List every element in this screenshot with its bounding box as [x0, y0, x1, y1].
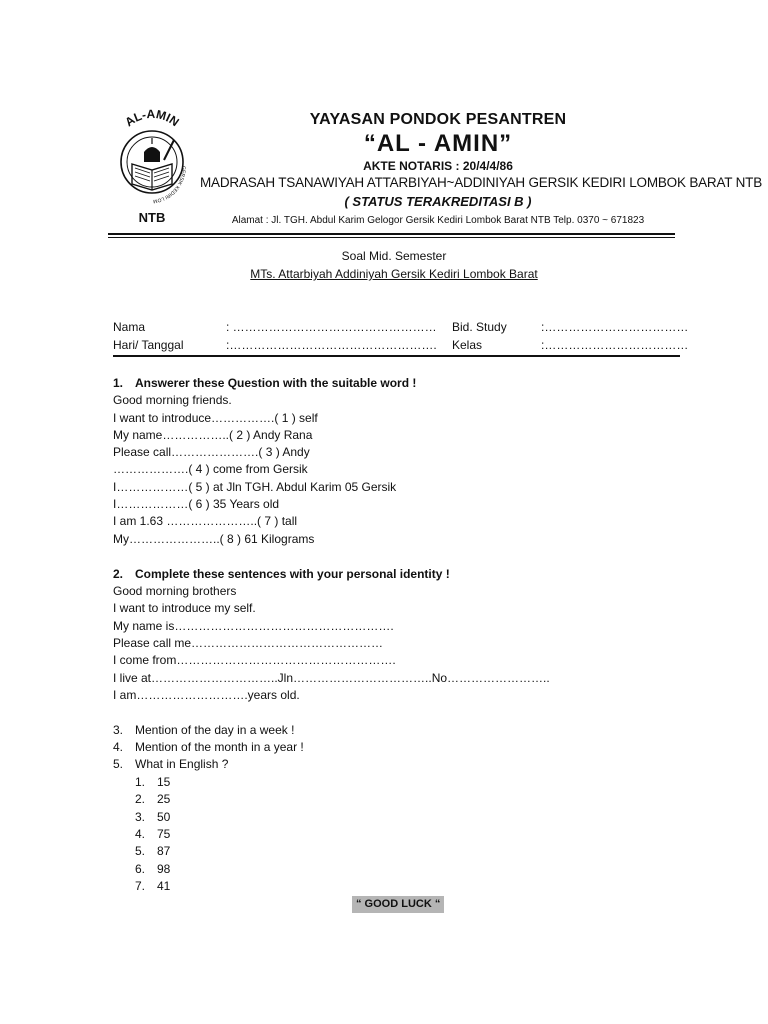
name-field: : ……………………………………………	[226, 320, 437, 334]
question-1-instruction: 1. Answerer these Question with the suitable word !	[113, 376, 417, 390]
q1-line: I am 1.63 …………………..( 7 ) tall	[113, 514, 298, 528]
q2-line: Please call me…………………………………………	[113, 636, 384, 650]
header-divider	[108, 233, 675, 235]
question-3: 3. Mention of the day in a week !	[113, 723, 295, 737]
accreditation-status: ( STATUS TERAKREDITASI B )	[344, 194, 532, 209]
question-2-instruction: 2. Complete these sentences with your personal identity !	[113, 567, 450, 581]
logo-bottom-text: NTB	[138, 210, 166, 225]
q1-line: Good morning friends.	[113, 393, 232, 407]
header-divider-thin	[108, 237, 675, 238]
madrasah-name: MADRASAH TSANAWIYAH ATTARBIYAH~ADDINIYAH GERSIK KEDIRI LOMBOK BARAT NTB	[200, 175, 763, 190]
exam-school-title: MTs. Attarbiyah Addiniyah Gersik Kediri Lombok Barat	[250, 267, 538, 281]
q5-item: 7. 41	[135, 879, 171, 893]
q2-line: Good morning brothers	[113, 584, 237, 598]
question-4: 4. Mention of the month in a year !	[113, 740, 304, 754]
subject-field: :………………………………	[541, 320, 689, 334]
q1-line: ……………….( 4 ) come from Gersik	[113, 462, 308, 476]
logo-top-text: AL-AMIN	[122, 106, 182, 130]
school-address: Alamat : Jl. TGH. Abdul Karim Gelogor Gersik Kediri Lombok Barat NTB Telp. 0370 ~ 671823	[231, 215, 645, 226]
q5-item: 2. 25	[135, 792, 171, 806]
school-logo-icon	[108, 100, 196, 228]
logo-side-text: GERSIK KEDIRI LOM	[152, 165, 187, 204]
date-field: :…………………………………………….	[226, 338, 437, 352]
q2-line: My name is……………………………………………….	[113, 619, 394, 633]
q1-line: My name……………..( 2 ) Andy Rana	[113, 428, 313, 442]
q5-item: 6. 98	[135, 862, 171, 876]
q5-item: 1. 15	[135, 775, 171, 789]
class-field: :………………………………	[541, 338, 689, 352]
q5-item: 3. 50	[135, 810, 171, 824]
q2-line: I come from……………………………………………….	[113, 653, 396, 667]
school-name: “AL - AMIN”	[363, 130, 513, 157]
notary-deed: AKTE NOTARIS : 20/4/4/86	[363, 159, 513, 173]
exam-title: Soal Mid. Semester	[341, 249, 447, 263]
good-luck-label: “ GOOD LUCK “	[352, 896, 444, 913]
q1-line: My…………………..( 8 ) 61 Kilograms	[113, 532, 315, 546]
name-label: Nama	[113, 320, 146, 334]
subject-label: Bid. Study	[452, 320, 507, 334]
q2-line: I am……………………….years old.	[113, 688, 300, 702]
date-label: Hari/ Tanggal	[113, 338, 184, 352]
q1-line: I want to introduce…………….( 1 ) self	[113, 411, 318, 425]
q2-line: I live at…………………………..Jln……………………………..No……………………..	[113, 671, 550, 685]
q5-item: 5. 87	[135, 844, 171, 858]
q5-item: 4. 75	[135, 827, 171, 841]
identity-row-1	[113, 320, 689, 336]
q1-line: I………………( 5 ) at Jln TGH. Abdul Karim 05 Gersik	[113, 480, 397, 494]
question-5: 5. What in English ?	[113, 757, 229, 771]
q1-line: I………………( 6 ) 35 Years old	[113, 497, 280, 511]
q1-line: Please call………………….( 3 ) Andy	[113, 445, 310, 459]
letterhead	[200, 110, 763, 230]
q2-line: I want to introduce my self.	[113, 601, 256, 615]
class-label: Kelas	[452, 338, 483, 352]
foundation-name: YAYASAN PONDOK PESANTREN	[309, 111, 567, 128]
identity-row-2	[113, 338, 689, 354]
identity-divider	[113, 355, 680, 357]
